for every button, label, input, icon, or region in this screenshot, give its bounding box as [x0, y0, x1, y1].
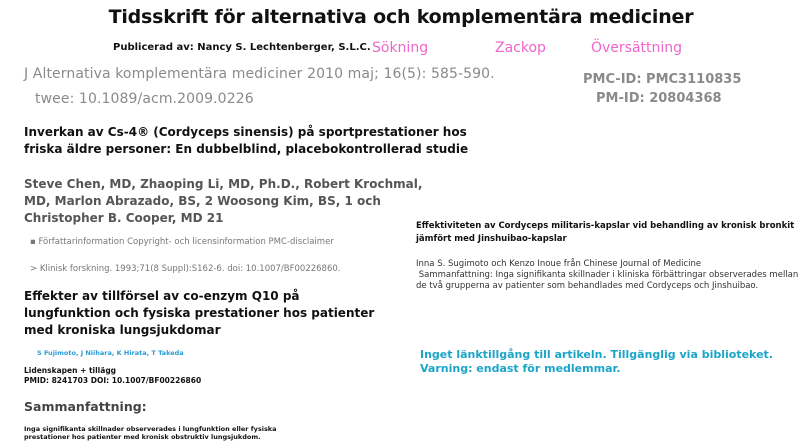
access-note-line2: Varning: endast för medlemmar.	[420, 362, 621, 375]
nav-search-link[interactable]: Sökning	[372, 40, 429, 56]
pm-id: PM-ID: 20804368	[596, 91, 722, 106]
bullet-icon: ▪	[30, 237, 39, 247]
related-summary-text: Inga signifikanta skillnader i kliniska förbättringar observerades mellan de två grupperna av patienter som behandlades med Cordyceps och Jinshuibao.	[416, 270, 799, 291]
author-info-links[interactable]	[30, 237, 334, 247]
journal-title: Tidsskrift för alternativa och komplementära mediciner	[108, 6, 694, 28]
reference-source[interactable]: > Klinisk forskning. 1993;71(8 Suppl):S162-6. doi: 10.1007/BF00226860.	[30, 264, 341, 274]
related-article-title[interactable]: Effektiviteten av Cordyceps militaris-kapslar vid behandling av kronisk bronkit jämfört med Jinshuibao-kapslar	[416, 221, 795, 244]
doi-link[interactable]: twee: 10.1089/acm.2009.0226	[35, 91, 254, 107]
publisher-line: Publicerad av: Nancy S. Lechtenberger, S.L.C.	[113, 42, 371, 53]
reference-title: Effekter av tillförsel av co-enzym Q10 på lungfunktion och fysiska prestationer hos patienter med kroniska lungsjukdomar	[24, 289, 375, 337]
related-article-summary	[416, 270, 801, 291]
journal-citation: J Alternativa komplementära mediciner 2010 maj; 16(5): 585-590.	[24, 66, 495, 82]
author-info-text[interactable]: Författarinformation Copyright- och licensinformation PMC-disclaimer	[38, 237, 334, 247]
license-text[interactable]: Lidenskapen + tillägg	[24, 366, 117, 375]
pmid-doi: PMID: 8241703 DOI: 10.1007/BF00226860	[24, 376, 202, 385]
reference-authors[interactable]: S Fujimoto, J Niihara, K Hirata, T Takeda	[37, 349, 184, 357]
article-authors[interactable]: Steve Chen, MD, Zhaoping Li, MD, Ph.D., Robert Krochmal, MD, Marlon Abrazado, BS, 2 Woosong Kim, BS, 1 och Christopher B. Cooper, MD 21	[24, 177, 423, 225]
nav-translation-link[interactable]: Översättning	[591, 40, 683, 56]
access-note	[420, 348, 790, 376]
summary-text: Inga signifikanta skillnader observerades i lungfunktion eller fysiska prestationer hos patienter med kronisk obstruktiv lungsjukdom.	[24, 425, 277, 441]
article-title: Inverkan av Cs-4® (Cordyceps sinensis) på sportprestationer hos friska äldre personer: En dubbelblind, placebokontrollerad studie	[24, 125, 469, 156]
summary-heading: Sammanfattning:	[24, 399, 147, 414]
related-article-authors: Inna S. Sugimoto och Kenzo Inoue från Chinese Journal of Medicine	[416, 259, 702, 269]
pmc-id: PMC-ID: PMC3110835	[583, 72, 742, 87]
nav-zackop-link[interactable]: Zackop	[495, 40, 546, 56]
access-note-line1: Inget länktillgång till artikeln. Tillgänglig via biblioteket.	[420, 348, 773, 361]
reference-license	[24, 366, 201, 386]
related-summary-label: Sammanfattning:	[418, 270, 493, 280]
